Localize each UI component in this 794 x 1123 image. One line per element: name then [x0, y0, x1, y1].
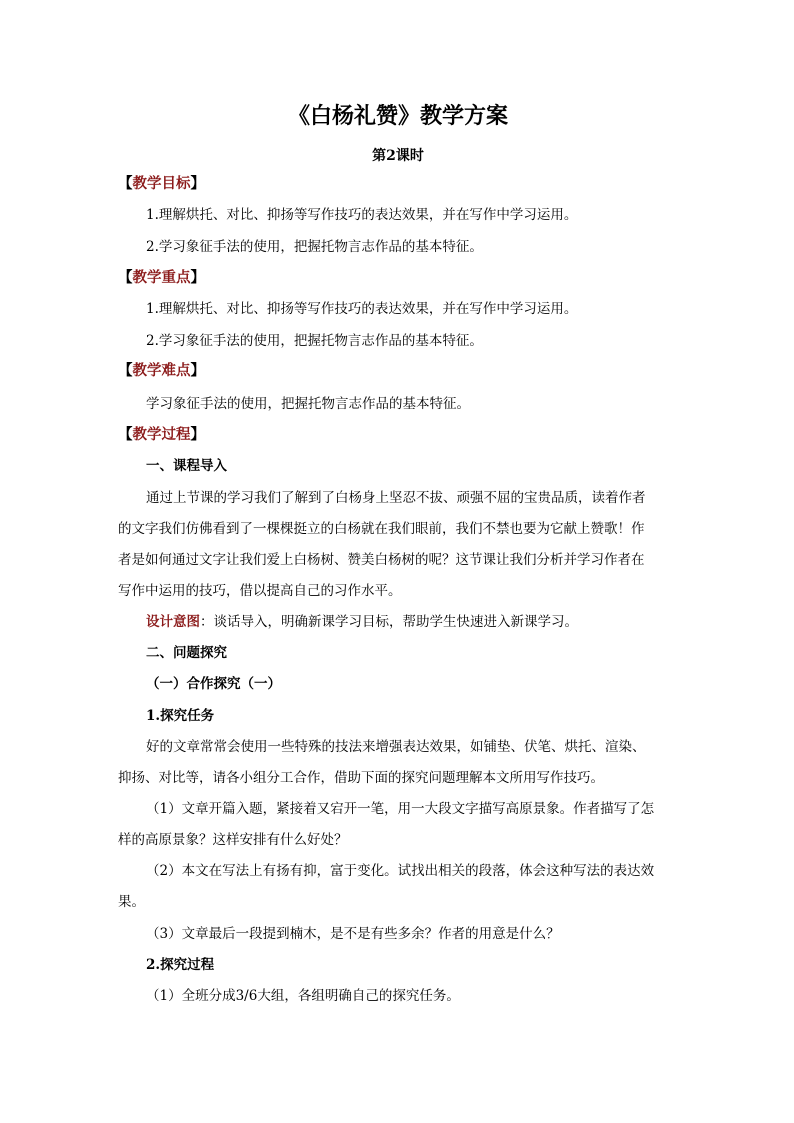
- design-intent: [146, 611, 678, 633]
- paragraph-line: 通过上节课的学习我们了解到了白杨身上坚忍不拔、顽强不屈的宝贵品质，读着作者: [146, 490, 646, 506]
- paragraph-line: 的文字我们仿佛看到了一棵棵挺立的白杨就在我们眼前，我们不禁也要为它献上赞歌！作: [118, 521, 645, 537]
- question-line: 样的高原景象？这样安排有什么好处？: [118, 832, 348, 848]
- design-intent-text: ：谈话导入，明确新课学习目标，帮助学生快速进入新课学习。: [200, 614, 578, 630]
- design-intent-label: 设计意图: [146, 614, 200, 630]
- section-heading-process: 【教学过程】: [118, 426, 205, 443]
- paragraph-line: 抑扬、对比等，请各小组分工合作，借助下面的探究问题理解本文所用写作技巧。: [118, 770, 604, 786]
- section-heading-difficulties: 【教学难点】: [118, 362, 205, 379]
- sub1-title: （一）合作探究（一）: [146, 676, 281, 692]
- process-title: 2.探究过程: [146, 957, 215, 973]
- page-title: 《白杨礼赞》教学方案: [287, 103, 508, 129]
- question-line: （3）文章最后一段提到楠木，是不是有些多余？作者的用意是什么？: [146, 926, 560, 942]
- document-page: [118, 0, 678, 1123]
- question-line: （2）本文在写法上有扬有抑，富于变化。试找出相关的段落，体会这种写法的表达效: [146, 863, 655, 879]
- goal-item: 1.理解烘托、对比、抑扬等写作技巧的表达效果，并在写作中学习运用。: [146, 207, 578, 223]
- section-heading-key-points: 【教学重点】: [118, 269, 205, 286]
- part2-title: 二、问题探究: [146, 645, 227, 661]
- key-point-item: 1.理解烘托、对比、抑扬等写作技巧的表达效果，并在写作中学习运用。: [146, 301, 578, 317]
- lesson-subtitle: 第2课时: [372, 148, 424, 164]
- paragraph-line: 写作中运用的技巧，借以提高自己的习作水平。: [118, 583, 402, 599]
- process-step: （1）全班分成3/6大组，各组明确自己的探究任务。: [146, 988, 460, 1004]
- difficulty-item: 学习象征手法的使用，把握托物言志作品的基本特征。: [146, 396, 470, 412]
- paragraph-line: 者是如何通过文字让我们爱上白杨树、赞美白杨树的呢？这节课让我们分析并学习作者在: [118, 552, 645, 568]
- question-line: 果。: [118, 894, 145, 910]
- section-heading-goals: 【教学目标】: [118, 175, 205, 192]
- question-line: （1）文章开篇入题，紧接着又宕开一笔，用一大段文字描写高原景象。作者描写了怎: [146, 801, 655, 817]
- task-title: 1.探究任务: [146, 708, 215, 724]
- key-point-item: 2.学习象征手法的使用，把握托物言志作品的基本特征。: [146, 333, 483, 349]
- part1-title: 一、课程导入: [146, 458, 227, 474]
- paragraph-line: 好的文章常常会使用一些特殊的技法来增强表达效果，如铺垫、伏笔、烘托、渲染、: [146, 739, 646, 755]
- goal-item: 2.学习象征手法的使用，把握托物言志作品的基本特征。: [146, 239, 483, 255]
